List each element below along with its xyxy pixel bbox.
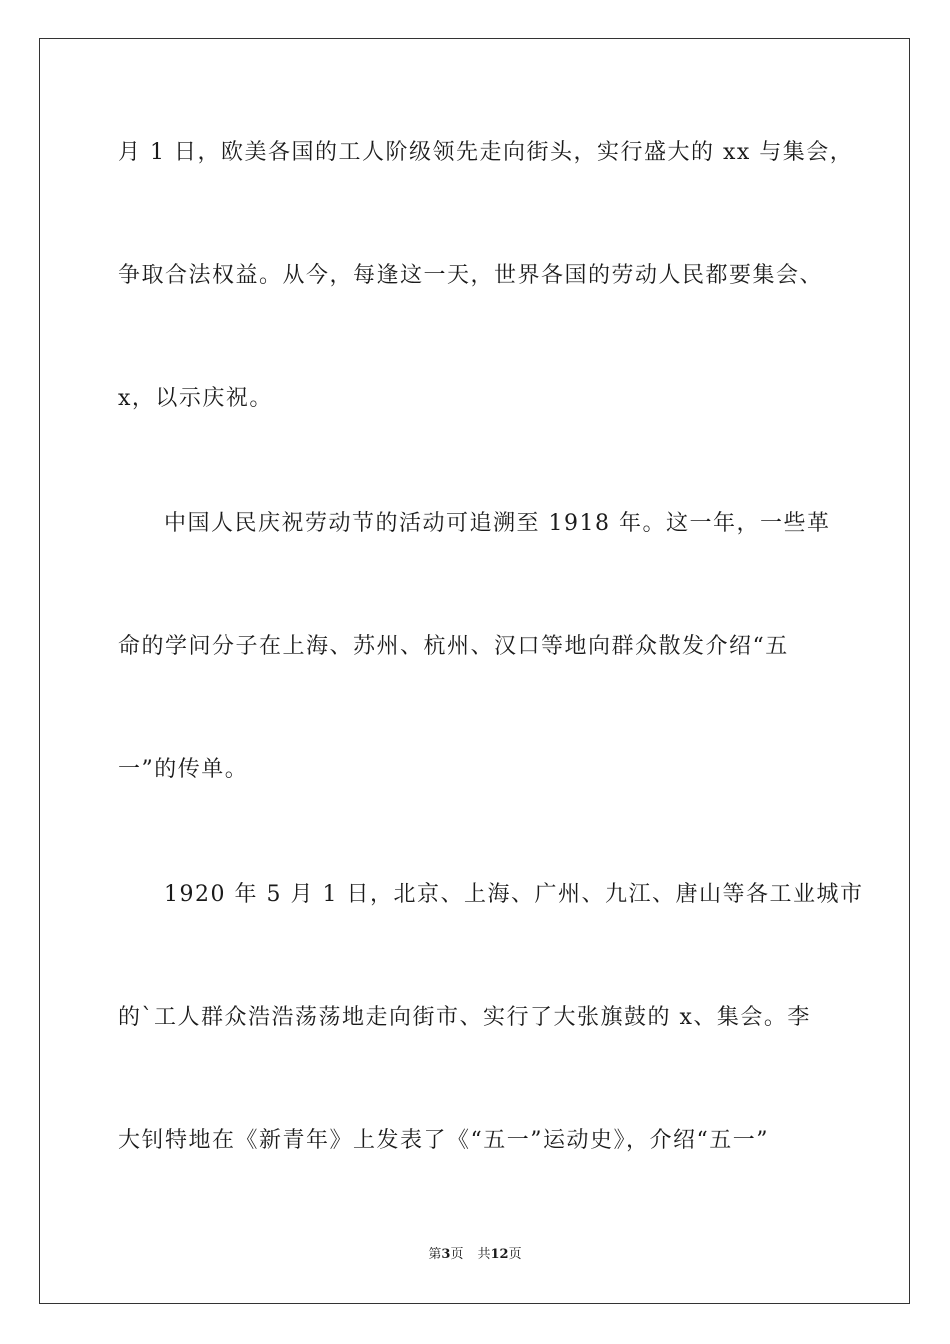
page-footer	[0, 1246, 950, 1264]
page-border	[39, 38, 910, 1304]
current-page-number: 3	[441, 1247, 451, 1262]
paragraph-start-line: 中国人民庆祝劳动节的活动可追溯至 1918 年。这一年，一些革	[164, 511, 831, 536]
paragraph-start-line: 1920 年 5 月 1 日，北京、上海、广州、九江、唐山等各工业城市	[164, 882, 864, 907]
text-line: 的`工人群众浩浩荡荡地走向街市、实行了大张旗鼓的 x、集会。李	[118, 1005, 811, 1030]
text-line: x，以示庆祝。	[118, 386, 273, 411]
text-line: 月 1 日，欧美各国的工人阶级领先走向街头，实行盛大的 xx 与集会，	[118, 140, 854, 165]
text-line: 一”的传单。	[118, 757, 249, 782]
text-line: 大钊特地在《新青年》上发表了《“五一”运动史》，介绍“五一”	[118, 1128, 769, 1153]
total-pages-number: 12	[490, 1247, 509, 1262]
page-indicator: 第3页	[428, 1247, 464, 1262]
total-pages-indicator: 共12页	[477, 1247, 522, 1262]
text-line: 命的学问分子在上海、苏州、杭州、汉口等地向群众散发介绍“五	[118, 634, 789, 659]
text-line: 争取合法权益。从今，每逢这一天，世界各国的劳动人民都要集会、	[118, 263, 824, 288]
